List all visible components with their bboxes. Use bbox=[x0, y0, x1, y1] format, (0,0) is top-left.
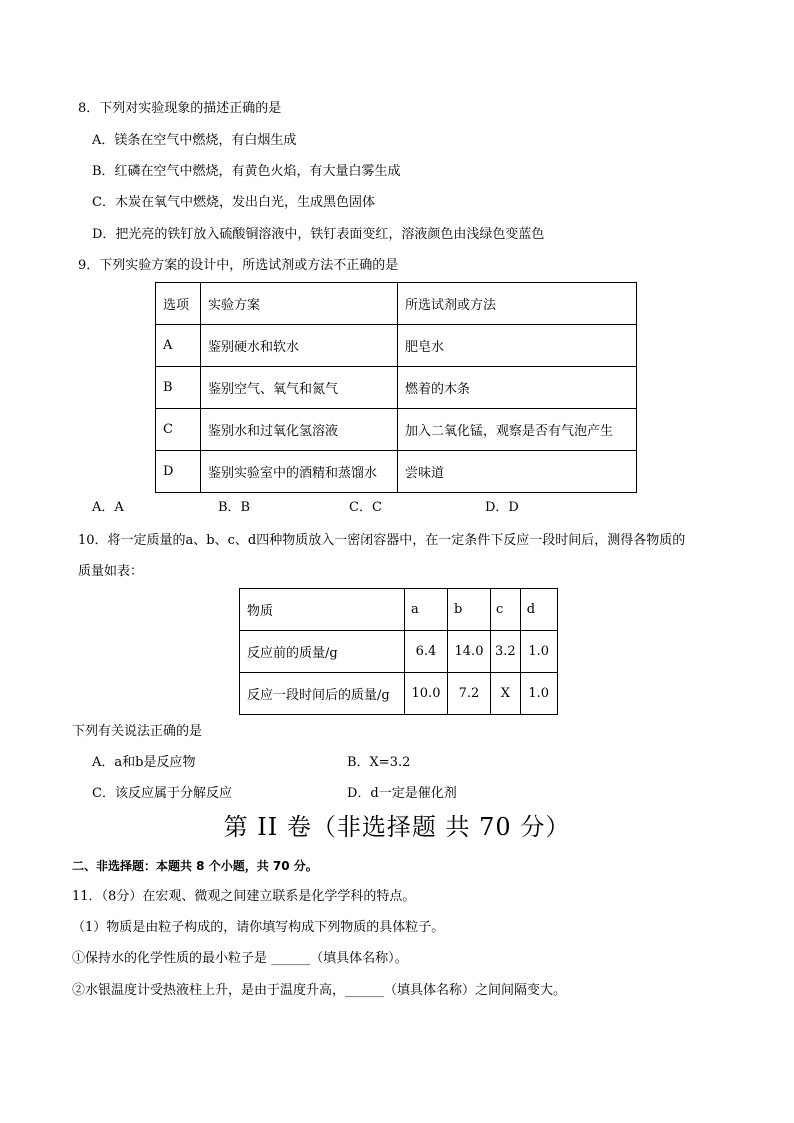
q9-answer-a: A．A bbox=[92, 500, 124, 515]
q8-option-d: D．把光亮的铁钉放入硫酸铜溶液中，铁钉表面变红，溶液颜色由浅绿色变蓝色 bbox=[92, 227, 545, 242]
table-cell: 燃着的木条 bbox=[398, 367, 637, 409]
q9-answer-b: B．B bbox=[218, 500, 251, 515]
q10-option-c: C．该反应属于分解反应 bbox=[92, 786, 232, 801]
table-header-cell: b bbox=[448, 589, 491, 631]
q8-option-b: B．红磷在空气中燃烧，有黄色火焰，有大量白雾生成 bbox=[92, 164, 401, 179]
table-header-cell: d bbox=[520, 589, 557, 631]
table-row bbox=[240, 631, 558, 673]
table-header-cell: 物质 bbox=[240, 589, 405, 631]
table-row bbox=[156, 325, 637, 367]
table-cell: 3.2 bbox=[491, 631, 521, 673]
table-cell: 7.2 bbox=[448, 673, 491, 715]
table-cell: D bbox=[156, 451, 201, 493]
table-header-cell: 实验方案 bbox=[201, 283, 398, 325]
table-cell: 1.0 bbox=[520, 631, 557, 673]
table-cell: 1.0 bbox=[520, 673, 557, 715]
table-cell: 尝味道 bbox=[398, 451, 637, 493]
table-header-cell: 选项 bbox=[156, 283, 201, 325]
q9-answer-c: C．C bbox=[349, 500, 382, 515]
q10-prompt: 下列有关说法正确的是 bbox=[72, 724, 203, 739]
q9-answer-d: D．D bbox=[485, 500, 519, 515]
table-cell: B bbox=[156, 367, 201, 409]
q10-option-a: A．a和b是反应物 bbox=[92, 755, 196, 770]
table-cell: 鉴别实验室中的酒精和蒸馏水 bbox=[201, 451, 398, 493]
table-cell: 加入二氧化锰，观察是否有气泡产生 bbox=[398, 409, 637, 451]
q11-item2: ②水银温度计受热液柱上升，是由于温度升高，______（填具体名称）之间间隔变大。 bbox=[72, 983, 567, 998]
table-header-row bbox=[240, 589, 558, 631]
q9-stem: 9．下列实验方案的设计中，所选试剂或方法不正确的是 bbox=[78, 258, 399, 273]
q10-stem-line1: 10．将一定质量的a、b、c、d四种物质放入一密闭容器中，在一定条件下反应一段时间后，测得各物质的 bbox=[78, 533, 686, 548]
table-row bbox=[240, 673, 558, 715]
q8-stem: 8．下列对实验现象的描述正确的是 bbox=[78, 101, 282, 116]
table-row bbox=[156, 367, 637, 409]
q10-option-d: D．d一定是催化剂 bbox=[347, 786, 457, 801]
q9-table bbox=[155, 282, 637, 493]
table-header-cell: a bbox=[405, 589, 448, 631]
q11-stem: 11．（8分）在宏观、微观之间建立联系是化学学科的特点。 bbox=[72, 889, 416, 904]
section-title: 第 II 卷（非选择题 共 70 分） bbox=[223, 813, 571, 841]
table-cell: 10.0 bbox=[405, 673, 448, 715]
q8-option-c: C．木炭在氧气中燃烧，发出白光，生成黑色固体 bbox=[92, 195, 375, 210]
table-cell: 鉴别硬水和软水 bbox=[201, 325, 398, 367]
table-cell: C bbox=[156, 409, 201, 451]
table-row bbox=[156, 451, 637, 493]
table-header-cell: c bbox=[491, 589, 521, 631]
table-cell: 14.0 bbox=[448, 631, 491, 673]
q11-sub1: （1）物质是由粒子构成的，请你填写构成下列物质的具体粒子。 bbox=[72, 920, 445, 935]
section-intro: 二、非选择题：本题共 8 个小题，共 70 分。 bbox=[72, 859, 318, 873]
q8-option-a: A．镁条在空气中燃烧，有白烟生成 bbox=[92, 133, 297, 148]
q10-table bbox=[239, 588, 558, 715]
table-cell: 6.4 bbox=[405, 631, 448, 673]
table-cell: A bbox=[156, 325, 201, 367]
q10-option-b: B．X=3.2 bbox=[347, 755, 411, 770]
table-cell: X bbox=[491, 673, 521, 715]
table-cell: 反应前的质量/g bbox=[240, 631, 405, 673]
q10-stem-line2: 质量如表： bbox=[78, 564, 144, 579]
table-row bbox=[156, 409, 637, 451]
table-header-row bbox=[156, 283, 637, 325]
table-cell: 鉴别水和过氧化氢溶液 bbox=[201, 409, 398, 451]
q11-item1: ①保持水的化学性质的最小粒子是 ______（填具体名称）。 bbox=[72, 951, 408, 966]
table-cell: 肥皂水 bbox=[398, 325, 637, 367]
table-cell: 鉴别空气、氧气和氮气 bbox=[201, 367, 398, 409]
table-cell: 反应一段时间后的质量/g bbox=[240, 673, 405, 715]
table-header-cell: 所选试剂或方法 bbox=[398, 283, 637, 325]
